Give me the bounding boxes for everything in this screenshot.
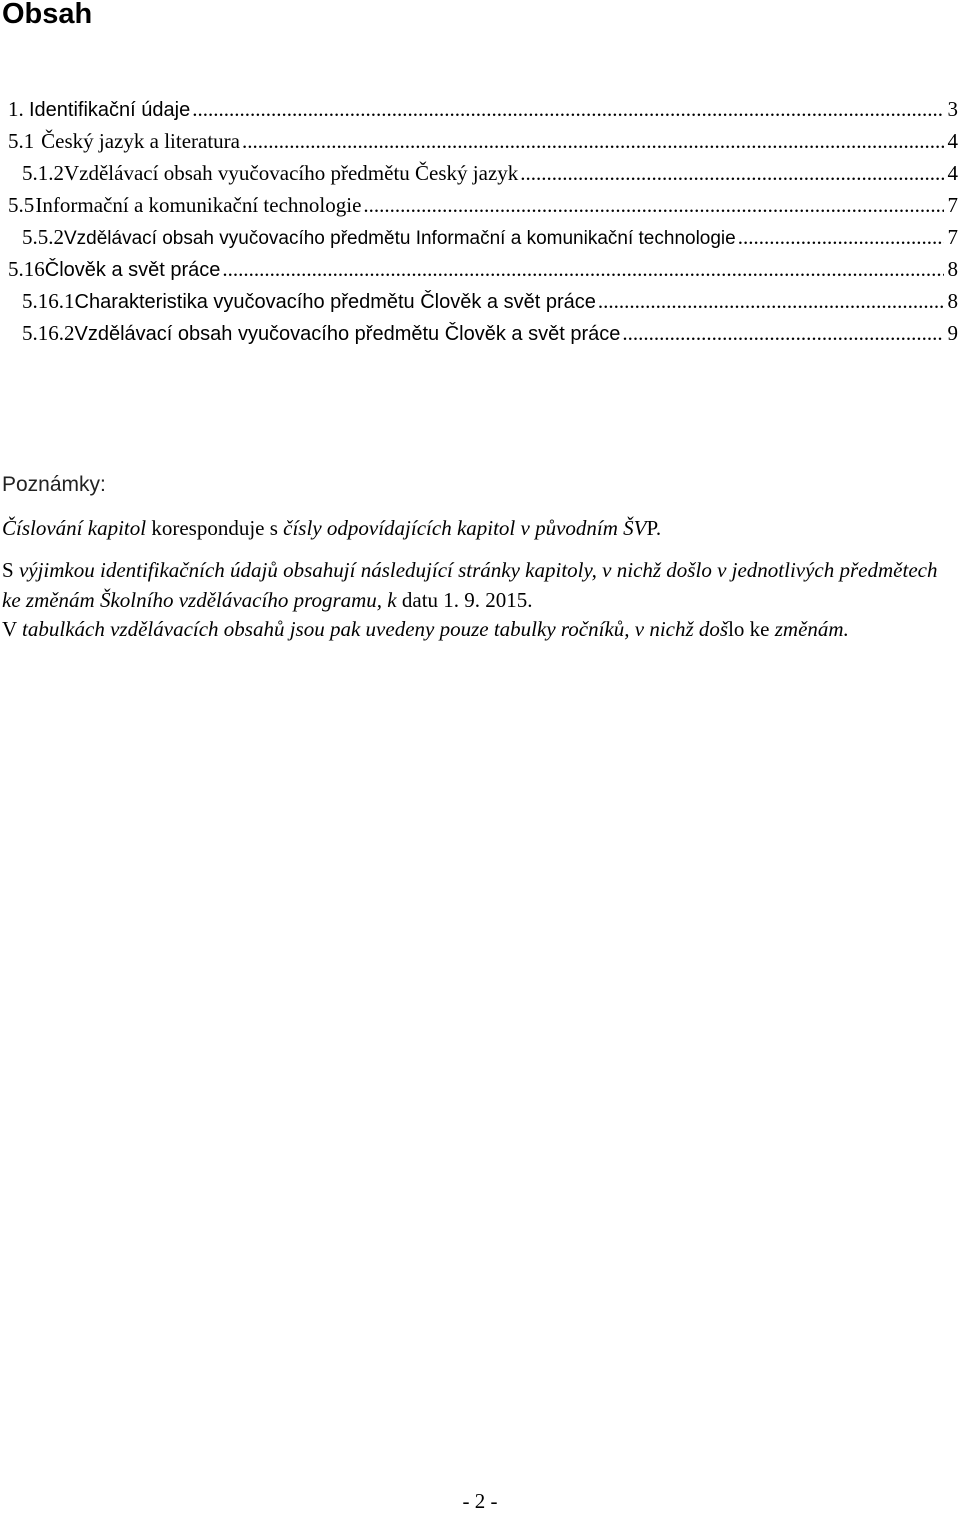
note-paragraph (2, 513, 952, 543)
table-of-contents (0, 93, 958, 349)
toc-title: Vzdělávací obsah vyučovacího předmětu Člověk a svět práce (74, 323, 621, 345)
note-text: tabulkách vzdělávacích obsahů jsou pak uvedeny pouze tabulky ročníků, v nichž doš (22, 617, 729, 641)
toc-page: 8 (947, 257, 958, 281)
toc-title: Identifikační údaje (29, 99, 191, 121)
toc-number: 5.5.2 (22, 225, 64, 249)
toc-number: 5.16 (8, 257, 45, 281)
note-text: datu 1. 9. 2015. (396, 588, 533, 612)
toc-number: 5.5 (8, 193, 35, 217)
page-number: - 2 - (462, 1489, 498, 1513)
toc-number: 5.1 (8, 129, 35, 153)
toc-page: 4 (947, 129, 958, 153)
toc-entry[interactable] (0, 157, 958, 189)
note-text: P. (646, 516, 662, 540)
toc-leader (222, 253, 944, 285)
notes-label: Poznámky: (2, 473, 106, 496)
note-text: čísly odpovídajících kapitol v původním ŠV (283, 516, 647, 540)
toc-entry[interactable] (0, 189, 958, 221)
note-paragraph (2, 614, 952, 644)
toc-number: 1. (8, 97, 29, 121)
toc-entry[interactable] (0, 93, 958, 125)
note-text: S (2, 558, 19, 582)
toc-page: 3 (947, 97, 958, 121)
toc-number: 5.16.2 (22, 321, 75, 345)
toc-title: Charakteristika vyučovacího předmětu Člověk a svět práce (74, 291, 596, 313)
toc-number: 5.16.1 (22, 289, 75, 313)
toc-leader (622, 317, 944, 349)
note-text: V (2, 617, 23, 641)
toc-title: Český jazyk a literatura (41, 129, 240, 153)
toc-page: 9 (947, 321, 958, 345)
toc-title: Informační a komunikační technologie (35, 193, 362, 217)
toc-leader (242, 125, 944, 157)
note-text: koresponduje s (146, 516, 284, 540)
toc-leader (738, 221, 944, 253)
toc-number: 5.1.2 (22, 161, 64, 185)
toc-entry[interactable] (0, 317, 958, 349)
toc-entry[interactable] (0, 253, 958, 285)
toc-leader (520, 157, 944, 189)
toc-leader (363, 189, 944, 221)
toc-leader (192, 93, 944, 125)
toc-title: Vzdělávací obsah vyučovacího předmětu Český jazyk (64, 161, 519, 185)
toc-page: 8 (947, 289, 958, 313)
toc-page: 7 (947, 225, 958, 249)
toc-entry[interactable] (0, 221, 958, 253)
note-text: výjimkou identifikačních údajů obsahují následující stránky kapitoly, v nichž došlo v jednotlivých předmětech ke změnám Školního vzdělávacího programu, k (2, 558, 938, 612)
toc-page: 7 (947, 193, 958, 217)
toc-entry[interactable] (0, 285, 958, 317)
toc-title: Vzdělávací obsah vyučovacího předmětu Informační a komunikační technologie (64, 228, 736, 249)
note-text: lo ke (728, 617, 775, 641)
page-title: Obsah (2, 0, 93, 30)
note-text: Číslování kapitol (2, 516, 147, 540)
toc-page: 4 (947, 161, 958, 185)
toc-leader (598, 285, 944, 317)
note-paragraph (2, 555, 952, 615)
toc-entry[interactable] (0, 125, 958, 157)
note-text: změnám. (774, 617, 849, 641)
toc-title: Člověk a svět práce (44, 259, 221, 281)
